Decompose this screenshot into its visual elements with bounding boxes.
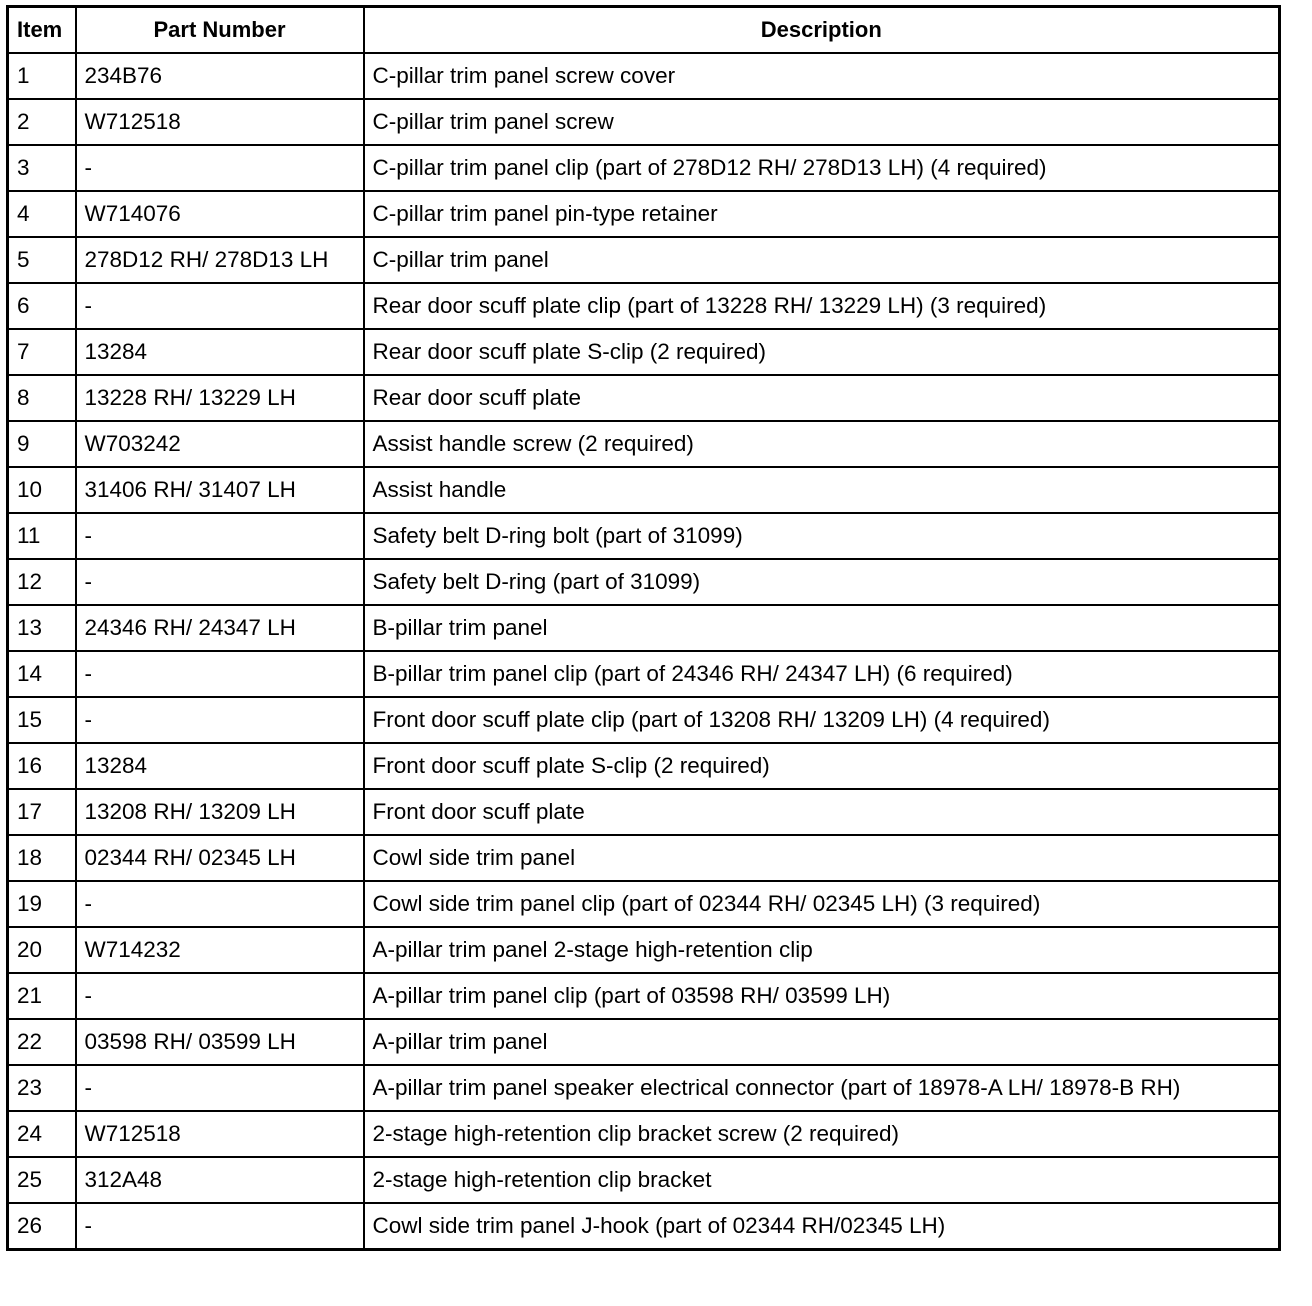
cell-part-number: W703242 (76, 421, 364, 467)
cell-item: 22 (8, 1019, 76, 1065)
cell-description: Cowl side trim panel J-hook (part of 02344 RH/02345 LH) (364, 1203, 1280, 1250)
cell-part-number: W712518 (76, 99, 364, 145)
cell-item: 13 (8, 605, 76, 651)
table-row (8, 329, 1280, 375)
cell-description: A-pillar trim panel (364, 1019, 1280, 1065)
table-row (8, 513, 1280, 559)
cell-item: 8 (8, 375, 76, 421)
table-row (8, 651, 1280, 697)
cell-item: 23 (8, 1065, 76, 1111)
cell-description: Assist handle (364, 467, 1280, 513)
cell-item: 7 (8, 329, 76, 375)
column-header-item: Item (8, 7, 76, 54)
cell-item: 3 (8, 145, 76, 191)
cell-description: 2-stage high-retention clip bracket (364, 1157, 1280, 1203)
cell-part-number: - (76, 651, 364, 697)
cell-part-number: - (76, 881, 364, 927)
cell-description: C-pillar trim panel (364, 237, 1280, 283)
cell-part-number: - (76, 145, 364, 191)
cell-description: A-pillar trim panel clip (part of 03598 RH/ 03599 LH) (364, 973, 1280, 1019)
cell-part-number: W714232 (76, 927, 364, 973)
cell-item: 17 (8, 789, 76, 835)
table-row (8, 283, 1280, 329)
table-row (8, 191, 1280, 237)
cell-part-number: 234B76 (76, 53, 364, 99)
cell-part-number: - (76, 1203, 364, 1250)
cell-item: 9 (8, 421, 76, 467)
cell-description: Safety belt D-ring bolt (part of 31099) (364, 513, 1280, 559)
cell-item: 1 (8, 53, 76, 99)
cell-description: 2-stage high-retention clip bracket screw (2 required) (364, 1111, 1280, 1157)
cell-item: 5 (8, 237, 76, 283)
cell-description: Rear door scuff plate (364, 375, 1280, 421)
cell-description: Rear door scuff plate S-clip (2 required) (364, 329, 1280, 375)
table-row (8, 421, 1280, 467)
parts-table-body (8, 53, 1280, 1250)
cell-description: B-pillar trim panel (364, 605, 1280, 651)
table-row (8, 835, 1280, 881)
cell-part-number: - (76, 973, 364, 1019)
cell-part-number: 02344 RH/ 02345 LH (76, 835, 364, 881)
cell-item: 15 (8, 697, 76, 743)
cell-description: A-pillar trim panel speaker electrical connector (part of 18978-A LH/ 18978-B RH) (364, 1065, 1280, 1111)
cell-item: 20 (8, 927, 76, 973)
cell-part-number: 13284 (76, 329, 364, 375)
cell-description: C-pillar trim panel clip (part of 278D12 RH/ 278D13 LH) (4 required) (364, 145, 1280, 191)
cell-part-number: W712518 (76, 1111, 364, 1157)
cell-description: A-pillar trim panel 2-stage high-retention clip (364, 927, 1280, 973)
cell-part-number: - (76, 513, 364, 559)
cell-description: B-pillar trim panel clip (part of 24346 RH/ 24347 LH) (6 required) (364, 651, 1280, 697)
cell-item: 4 (8, 191, 76, 237)
cell-item: 11 (8, 513, 76, 559)
cell-description: Front door scuff plate clip (part of 13208 RH/ 13209 LH) (4 required) (364, 697, 1280, 743)
cell-description: Cowl side trim panel (364, 835, 1280, 881)
cell-item: 25 (8, 1157, 76, 1203)
table-row (8, 1111, 1280, 1157)
cell-part-number: 13208 RH/ 13209 LH (76, 789, 364, 835)
cell-item: 26 (8, 1203, 76, 1250)
cell-item: 19 (8, 881, 76, 927)
cell-description: Safety belt D-ring (part of 31099) (364, 559, 1280, 605)
cell-part-number: W714076 (76, 191, 364, 237)
cell-description: Front door scuff plate (364, 789, 1280, 835)
cell-part-number: - (76, 697, 364, 743)
table-row (8, 145, 1280, 191)
parts-table (6, 5, 1281, 1251)
cell-part-number: 24346 RH/ 24347 LH (76, 605, 364, 651)
cell-item: 6 (8, 283, 76, 329)
cell-part-number: 312A48 (76, 1157, 364, 1203)
table-row (8, 605, 1280, 651)
cell-description: Front door scuff plate S-clip (2 required) (364, 743, 1280, 789)
cell-part-number: 13284 (76, 743, 364, 789)
cell-item: 21 (8, 973, 76, 1019)
cell-item: 2 (8, 99, 76, 145)
cell-description: C-pillar trim panel screw cover (364, 53, 1280, 99)
cell-part-number: - (76, 1065, 364, 1111)
cell-item: 12 (8, 559, 76, 605)
cell-description: Rear door scuff plate clip (part of 13228 RH/ 13229 LH) (3 required) (364, 283, 1280, 329)
cell-item: 16 (8, 743, 76, 789)
cell-item: 14 (8, 651, 76, 697)
table-row (8, 1065, 1280, 1111)
cell-description: C-pillar trim panel pin-type retainer (364, 191, 1280, 237)
cell-part-number: 03598 RH/ 03599 LH (76, 1019, 364, 1065)
cell-part-number: 13228 RH/ 13229 LH (76, 375, 364, 421)
column-header-description: Description (364, 7, 1280, 54)
cell-description: Assist handle screw (2 required) (364, 421, 1280, 467)
column-header-part-number: Part Number (76, 7, 364, 54)
table-row (8, 789, 1280, 835)
table-row (8, 927, 1280, 973)
cell-part-number: 31406 RH/ 31407 LH (76, 467, 364, 513)
table-row (8, 1157, 1280, 1203)
cell-item: 18 (8, 835, 76, 881)
table-row (8, 53, 1280, 99)
table-row (8, 973, 1280, 1019)
table-header-row (8, 7, 1280, 54)
cell-item: 24 (8, 1111, 76, 1157)
table-row (8, 1019, 1280, 1065)
table-row (8, 1203, 1280, 1250)
table-row (8, 237, 1280, 283)
cell-part-number: 278D12 RH/ 278D13 LH (76, 237, 364, 283)
table-row (8, 697, 1280, 743)
cell-item: 10 (8, 467, 76, 513)
cell-description: Cowl side trim panel clip (part of 02344 RH/ 02345 LH) (3 required) (364, 881, 1280, 927)
cell-description: C-pillar trim panel screw (364, 99, 1280, 145)
cell-part-number: - (76, 283, 364, 329)
cell-part-number: - (76, 559, 364, 605)
table-row (8, 99, 1280, 145)
table-row (8, 881, 1280, 927)
table-row (8, 467, 1280, 513)
table-row (8, 743, 1280, 789)
table-row (8, 559, 1280, 605)
table-row (8, 375, 1280, 421)
